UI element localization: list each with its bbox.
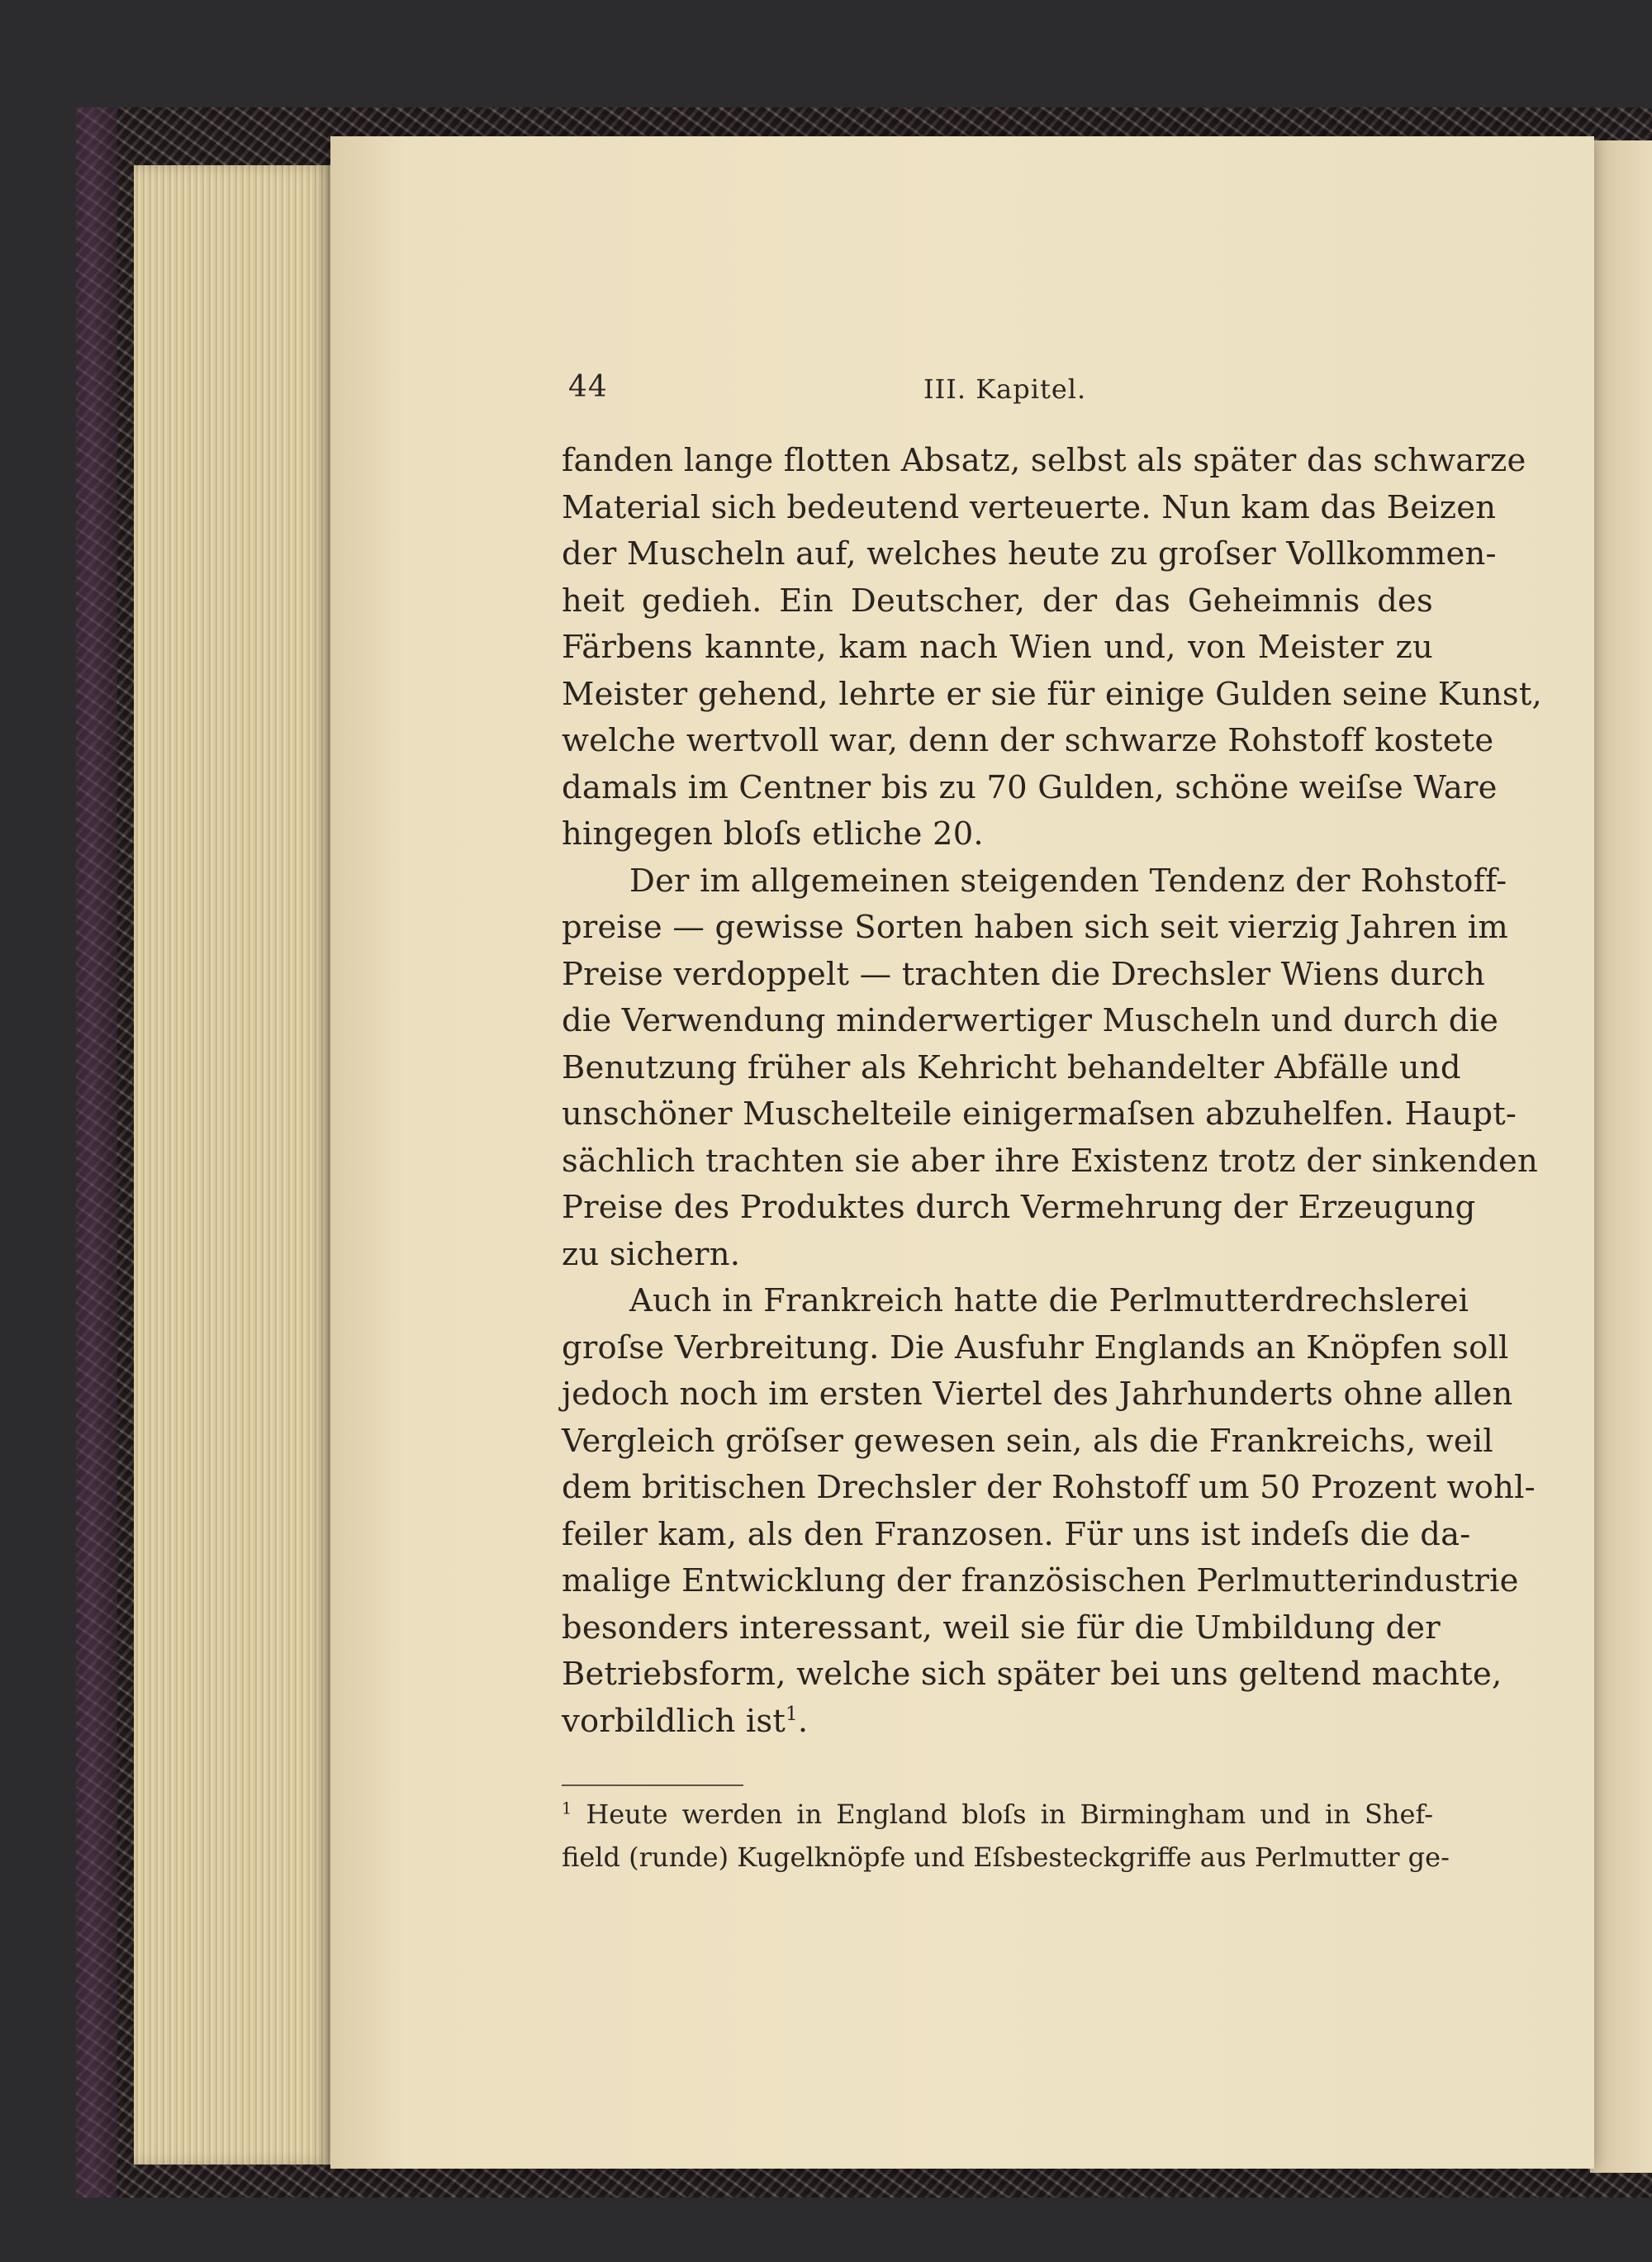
text-line: Färbens kannte, kam nach Wien und, von Meister zu	[562, 629, 1433, 666]
page-stack-edges	[134, 165, 332, 2165]
text-line: jedoch noch im ersten Viertel des Jahrhunderts ohne allen	[562, 1376, 1513, 1413]
text-line: malige Entwicklung der französischen Perlmutterindustrie	[562, 1562, 1519, 1599]
paragraph-3	[562, 1278, 1536, 1745]
body-text	[562, 438, 1542, 1745]
text-line: Benutzung früher als Kehricht behandelter Abfälle und	[562, 1048, 1461, 1086]
facing-page-edge	[1590, 140, 1652, 2173]
text-line: hingegen bloſs etliche 20.	[562, 815, 984, 853]
text-line: dem britischen Drechsler der Rohstoff um 50 Prozent wohl-	[562, 1469, 1536, 1506]
text-line: welche wertvoll war, denn der schwarze Rohstoff kostete	[562, 722, 1494, 759]
text-line: sächlich trachten sie aber ihre Existenz trotz der sinkenden	[562, 1142, 1539, 1180]
text-line: feiler kam, als den Franzosen. Für uns ist indeſs die da-	[562, 1515, 1471, 1553]
paragraph-1	[562, 438, 1542, 858]
text-line: vorbildlich ist	[562, 1702, 786, 1740]
footnote-text: Heute werden in England bloſs in Birmingham und in Shef-	[586, 1799, 1434, 1830]
text-line: groſse Verbreitung. Die Ausfuhr Englands an Knöpfen soll	[562, 1328, 1509, 1366]
text-line: Material sich bedeutend verteuerte. Nun kam das Beizen	[562, 488, 1497, 526]
text-line: preise — gewisse Sorten haben sich seit vierzig Jahren im	[562, 909, 1508, 946]
footnote	[562, 1793, 1450, 1879]
running-head: III. Kapitel.	[923, 373, 1087, 405]
footnote-line: field (runde) Kugelknöpfe und Eſsbesteckgriffe aus Perlmutter ge-	[562, 1841, 1450, 1873]
footnote-divider	[562, 1784, 743, 1786]
text-line: Meister gehend, lehrte er sie für einige Gulden seine Kunst,	[562, 675, 1542, 713]
text-line: der Muscheln auf, welches heute zu groſser Vollkommen-	[562, 535, 1497, 573]
text-line: fanden lange flotten Absatz, selbst als später das schwarze	[562, 442, 1526, 479]
cover-spine-edge	[76, 107, 117, 2198]
text-line: Auch in Frankreich hatte die Perlmutterdrechslerei	[629, 1282, 1469, 1319]
text-line: Vergleich gröſser gewesen sein, als die Frankreichs, weil	[562, 1422, 1493, 1460]
text-line: heit gedieh. Ein Deutscher, der das Geheimnis des	[562, 582, 1433, 620]
text-line: die Verwendung minderwertiger Muscheln und durch die	[562, 1002, 1499, 1039]
text-line: damals im Centner bis zu 70 Gulden, schöne weiſse Ware	[562, 768, 1498, 806]
footnote-marker: 1	[562, 1799, 572, 1818]
sentence-period: .	[797, 1702, 809, 1740]
text-line: Preise verdoppelt — trachten die Drechsler Wiens durch	[562, 955, 1485, 993]
text-line-with-footnote-ref	[562, 1699, 1433, 1746]
text-line: unschöner Muschelteile einigermaſsen abzuhelfen. Haupt-	[562, 1095, 1517, 1133]
text-line: Betriebsform, welche sich später bei uns geltend machte,	[562, 1656, 1502, 1693]
text-line: Preise des Produktes durch Vermehrung der Erzeugung	[562, 1189, 1476, 1226]
page-number: 44	[568, 370, 608, 404]
text-line: Der im allgemeinen steigenden Tendenz der Rohstoff-	[629, 862, 1507, 900]
footnote-line	[562, 1793, 1433, 1836]
footnote-reference[interactable]: 1	[786, 1703, 798, 1725]
page-header	[568, 370, 1431, 411]
text-line: besonders interessant, weil sie für die Umbildung der	[562, 1609, 1441, 1647]
text-line: zu sichern.	[562, 1235, 741, 1273]
paragraph-2	[562, 858, 1539, 1279]
